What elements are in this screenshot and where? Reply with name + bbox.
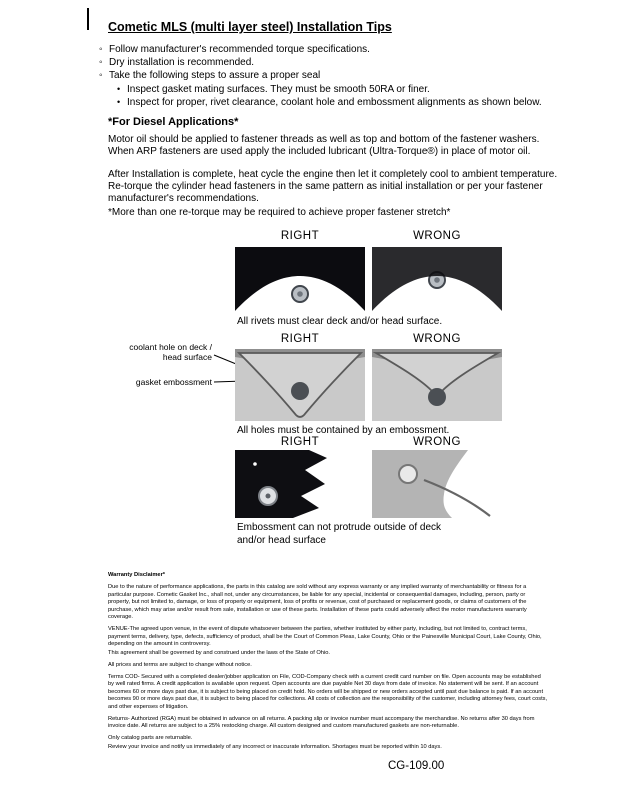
hollow-bullet-icon <box>99 44 109 56</box>
right-label-row1: RIGHT <box>280 230 320 242</box>
gasket-embossment-callout: gasket embossment <box>135 377 212 387</box>
venue-clause: VENUE-The agreed upon venue, in the event of dispute whatsoever between the parties, whether instituted by either party, including, but not limited to, contract terms, payment terms, delivery, type, defects, sufficiency of product, shall be the Court of Common Pleas, Lake County, Ohio or the Painesville Municipal Court, Lake County, Ohio, depending on the amount in controversy. <box>108 626 542 648</box>
diesel-applications-heading: *For Diesel Applications* <box>108 116 239 128</box>
tips-list <box>99 44 561 110</box>
catalog-page-code: CG-109.00 <box>388 760 445 772</box>
embossment-protruding-illustration <box>372 450 502 518</box>
rivet-right-diagram <box>235 247 365 311</box>
returnable-note: Only catalog parts are returnable. <box>108 735 193 742</box>
hole-uncontained-illustration <box>372 349 502 421</box>
hole-contained-illustration <box>235 349 365 421</box>
governing-law-clause: This agreement shall be governed by and construed under the laws of the State of Ohio. <box>108 649 330 656</box>
embossment-wrong-diagram <box>372 349 502 421</box>
coolant-hole-callout: coolant hole on deck / head surface <box>129 342 212 363</box>
warranty-body: Due to the nature of performance applications, the parts in this catalog are sold without any express warranty or any implied warranty of merchantability or fitness for a particular purpose. Cometic Gasket Inc., shall not, under any circumstances, be liable for any special, incidental or consequential damages, including, person, party or property, but not limited to, damage, or loss of property or equipment, loss of profits or revenue, cost of purchased or replacement goods, or claims of customers of the purchase, which may arise and/or result from sale, installation or use of these parts. Installation of these parts could adversely affect the motor manufacturers warranty coverage. <box>108 584 527 621</box>
embossment-right-diagram <box>235 349 365 421</box>
protrusion-wrong-diagram <box>372 450 502 518</box>
rivet-wrong-diagram <box>372 247 502 311</box>
protrusion-caption-line2: and/or head surface <box>237 535 326 546</box>
wrong-label-row3: WRONG <box>413 436 461 448</box>
list-item-text: Inspect gasket mating surfaces. They must be smooth 50RA or finer. <box>127 83 430 95</box>
right-label-row2: RIGHT <box>280 333 320 345</box>
prices-clause: All prices and terms are subject to change without notice. <box>108 661 252 668</box>
crop-mark <box>87 8 89 30</box>
page-title: Cometic MLS (multi layer steel) Installation Tips <box>108 20 392 34</box>
hollow-bullet-icon <box>99 70 109 82</box>
diesel-paragraph-2: After Installation is complete, heat cycle the engine then let it completely cool to ambient temperature. Re-torque the cylinder head fasteners in the same pattern as initial installation or per your fastener manufacturer's recommendations. <box>108 169 558 204</box>
right-label-row3: RIGHT <box>280 436 320 448</box>
diesel-paragraph-1: Motor oil should be applied to fastener threads as well as top and bottom of the fastener washers. When ARP fasteners are used apply the included lubricant (Ultra-Torque®) in place of motor oil. <box>108 134 540 157</box>
solid-bullet-icon <box>117 84 127 96</box>
list-item <box>117 84 561 96</box>
embossment-caption: All holes must be contained by an embossment. <box>237 425 450 436</box>
list-item <box>99 57 561 69</box>
rivet-interfere-illustration <box>372 247 502 311</box>
rivet-caption: All rivets must clear deck and/or head surface. <box>237 316 443 327</box>
returns-clause: Returns- Authorized (RGA) must be obtained in advance on all returns. A packing slip or invoice number must accompany the merchandise. No returns after 30 days from invoice date. All returns are subject to a 25% restocking charge. All custom designed and custom manufactured gaskets are non-returnable. <box>108 715 535 730</box>
list-item-text: Inspect for proper, rivet clearance, coolant hole and embossment alignments as shown below. <box>127 96 542 108</box>
list-item-text: Follow manufacturer's recommended torque specifications. <box>109 44 370 55</box>
wrong-label-row2: WRONG <box>413 333 461 345</box>
solid-bullet-icon <box>117 97 127 109</box>
retorque-note: *More than one re-torque may be required to achieve proper fastener stretch* <box>108 207 451 218</box>
review-invoice-note: Review your invoice and notify us immediately of any incorrect or inaccurate information. Shortages must be reported within 10 days. <box>108 743 442 750</box>
list-item <box>99 70 561 82</box>
legal-section <box>108 572 548 756</box>
diagram-section <box>0 228 618 564</box>
protrusion-caption-line1: Embossment can not protrude outside of deck <box>237 522 442 533</box>
list-item-text: Take the following steps to assure a proper seal <box>109 70 321 82</box>
rivet-clear-illustration <box>235 247 365 311</box>
embossment-inside-illustration <box>235 450 365 518</box>
warranty-heading: Warranty Disclaimer* <box>108 572 166 578</box>
hollow-bullet-icon <box>99 57 109 69</box>
wrong-label-row1: WRONG <box>413 230 461 242</box>
terms-clause: Terms COD- Secured with a completed dealer/jobber application on File, COD-Company check with a current credit card number on file. Open accounts may be established by well rated firms. A credit application is available upon request. Open accounts are due payable Net 30 days from date of invoice. No statement will be sent. If an account becomes 60 or more days past due, it is subject to being placed on credit hold. No orders will be shipped or new orders accepted until past due balance is paid. If an account becomes 90 or more days past due, it is subject to being placed for collections. All costs of collection are the responsibility of the customer, including attorney fees, court costs, and other expenses of litigation. <box>108 673 548 710</box>
list-item-text: Dry installation is recommended. <box>109 57 255 69</box>
list-item <box>117 97 561 109</box>
list-item <box>99 44 561 56</box>
protrusion-right-diagram <box>235 450 365 518</box>
